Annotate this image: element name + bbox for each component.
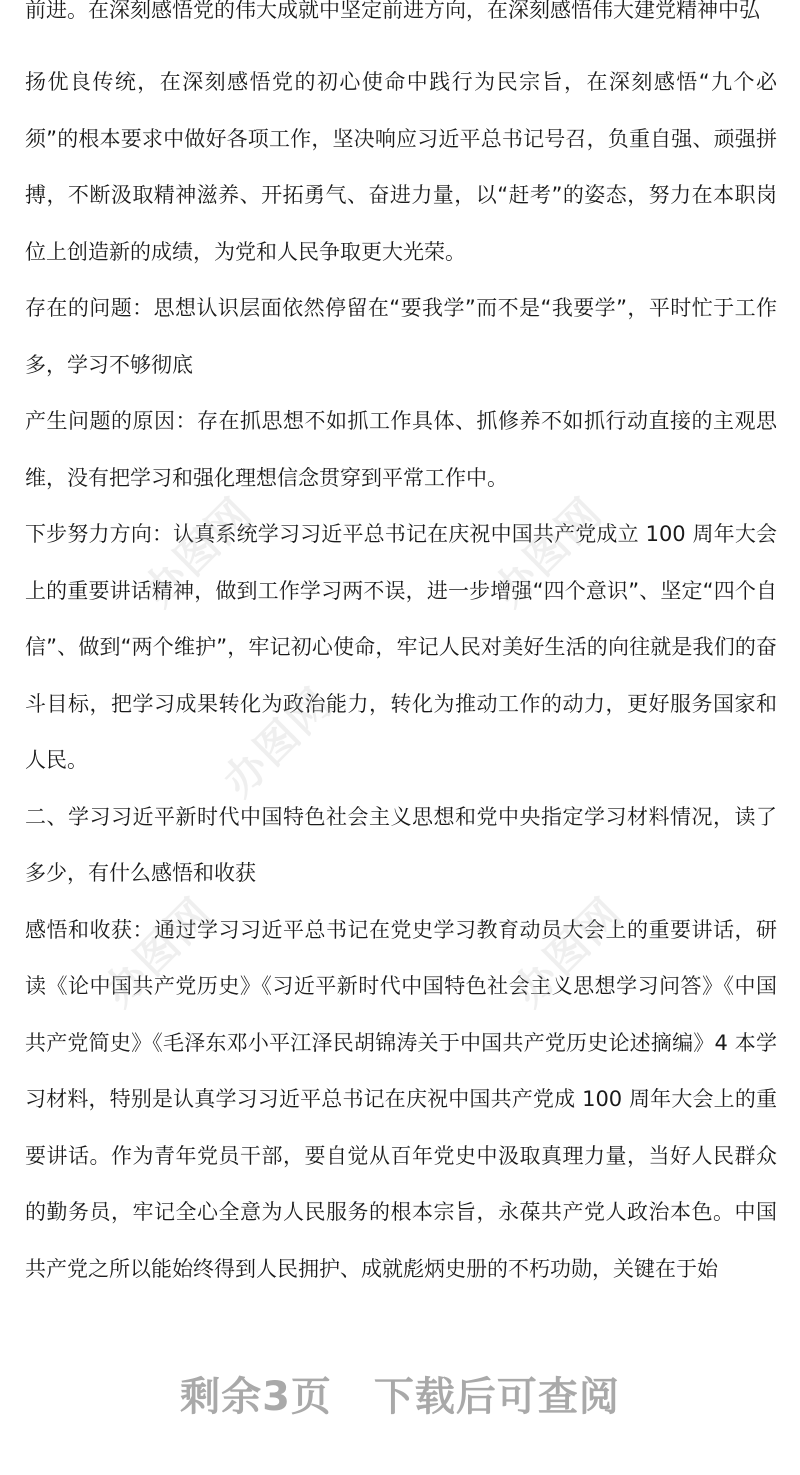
paragraph-problems: 存在的问题：思想认识层面依然停留在“要我学”而不是“我要学”，平时忙于工作多，学习不够彻底 — [25, 296, 777, 377]
remaining-pages-label[interactable]: 剩余3页 — [180, 1374, 332, 1420]
watermark: 办图网 — [133, 487, 262, 616]
paragraph-section-two-heading: 二、学习习近平新时代中国特色社会主义思想和党中央指定学习材料情况，读了多少，有什么感悟和收获 — [25, 804, 777, 885]
watermark: 办图网 — [503, 887, 632, 1016]
paragraph-causes: 产生问题的原因：存在抓思想不如抓工作具体、抓修养不如抓行动直接的主观思维，没有把学习和强化理想信念贯穿到平常工作中。 — [25, 409, 777, 490]
paragraph-continuation: 扬优良传统，在深刻感悟党的初心使命中践行为民宗旨，在深刻感悟“九个必须”的根本要求中做好各项工作，坚决响应习近平总书记号召，负重自强、顽强拼搏，不断汲取精神滋养、开拓勇气、奋进力量，以“赶考”的姿态，努力在本职岗位上创造新的成绩，为党和人民争取更大光荣。 — [25, 70, 777, 264]
watermark: 办图网 — [213, 677, 342, 806]
download-hint-label[interactable]: 下载后可查阅 — [373, 1374, 620, 1420]
download-banner[interactable] — [0, 1365, 800, 1422]
cut-off-top-line: 前进。在深刻感悟党的伟大成就中坚定前进方向，在深刻感悟伟大建党精神中弘 — [25, 0, 760, 22]
paragraph-insights: 感悟和收获：通过学习习近平总书记在党史学习教育动员大会上的重要讲话，研读《论中国共产党历史》《习近平新时代中国特色社会主义思想学习问答》《中国共产党简史》《毛泽东邓小平江泽民胡锦涛关于中国共产党历史论述摘编》4 本学习材料，特别是认真学习习近平总书记在庆祝中国共产党成 100 周年大会上的重要讲话。作为青年党员干部，要自觉从百年党史中汲取真理力量，当好人民群众的勤务员，牢记全心全意为人民服务的根本宗旨，永葆共产党人政治本色。中国共产党之所以能始终得到人民拥护、成就彪炳史册的不朽功勋，关键在于始 — [25, 917, 777, 1281]
watermark: 办图网 — [483, 487, 612, 616]
watermark: 办图网 — [93, 887, 222, 1016]
document-body — [25, 54, 777, 1297]
paragraph-next-steps: 下步努力方向：认真系统学习习近平总书记在庆祝中国共产党成立 100 周年大会上的重要讲话精神，做到工作学习两不误，进一步增强“四个意识”、坚定“四个自信”、做到“两个维护”，牢记初心使命，牢记人民对美好生活的向往就是我们的奋斗目标，把学习成果转化为政治能力，转化为推动工作的动力，更好服务国家和人民。 — [25, 522, 777, 772]
